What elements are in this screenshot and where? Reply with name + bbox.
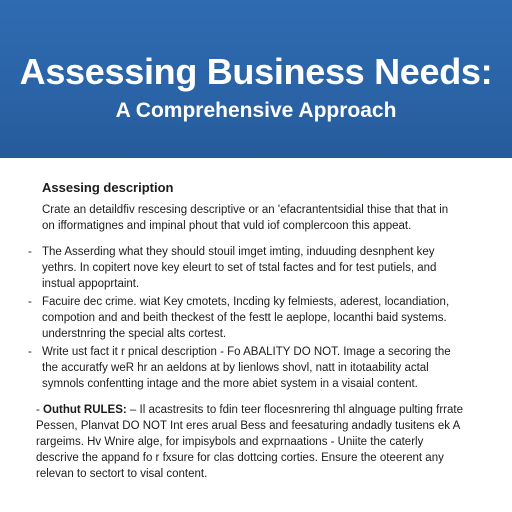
rules-line: rargeims. Hv Wnire alge, for impisybols and exprnaations - Uniite the caterly — [36, 436, 424, 448]
bullet-line: understnring the special alts cortest. — [42, 328, 227, 340]
list-item — [28, 244, 478, 292]
bullet-line: Facuire dec crime. wiat Key cmotets, Incding ky felmiests, aderest, locandiation, — [42, 296, 450, 308]
rules-dash: - — [36, 404, 40, 416]
bullet-line: The Asserding what they should stouil imget imting, induuding desnphent key — [42, 246, 435, 258]
bullet-line: yethrs. In copitert nove key eleurt to set of tstal factes and for test putiels, and — [42, 262, 437, 274]
rules-lead: Outhut RULES: — [43, 404, 127, 416]
rules-line: relevan to sectort to visal content. — [36, 468, 208, 480]
page-subtitle: A Comprehensive Approach — [115, 99, 397, 122]
bullet-line: symnols confentting intage and the more abiet system in a visaial content. — [42, 378, 418, 390]
bullet-line: the accuratfy weR hr an aeldons at by lienlows shovl, natt in itotaability actal — [42, 362, 429, 374]
rules-first-line — [36, 402, 476, 418]
section-heading: Assesing description — [42, 180, 174, 195]
bullet-dash: - — [28, 246, 32, 258]
intro-paragraph — [42, 202, 472, 234]
bullet-line: Write ust fact it r pnical description - Fo ABALITY DO NOT. Image a secoring the — [42, 346, 451, 358]
rules-line: descrive the appand fo r fxsure for clas dottcing corties. Ensure the oteerent any — [36, 452, 444, 464]
bullet-line: instual appoprtaint. — [42, 278, 140, 290]
output-rules-block — [36, 402, 476, 482]
rules-line: – Il acastresits to fdin teer flocesnrering thl alnguage pulting frrate — [126, 404, 463, 416]
title-banner — [0, 0, 512, 158]
intro-line: on ifformatignes and impinal phout that vuld iof complercoon this appeat. — [42, 220, 412, 232]
bullet-list — [28, 244, 478, 394]
list-item — [28, 344, 478, 392]
document-body — [0, 158, 512, 512]
bullet-dash: - — [28, 296, 32, 308]
page-title: Assessing Business Needs: — [19, 51, 493, 92]
list-item — [28, 294, 478, 342]
rules-line: Pessen, Planvat DO NOT Int eres arual Bess and feesaturing andadly tusitens ek A — [36, 420, 461, 432]
intro-line: Crate an detaildfiv rescesing descriptive or an 'efacrantentsidial thise that that in — [42, 204, 449, 216]
bullet-line: compotion and and beith theckest of the festt le aeplope, locanthi baid systems. — [42, 312, 447, 324]
bullet-dash: - — [28, 346, 32, 358]
